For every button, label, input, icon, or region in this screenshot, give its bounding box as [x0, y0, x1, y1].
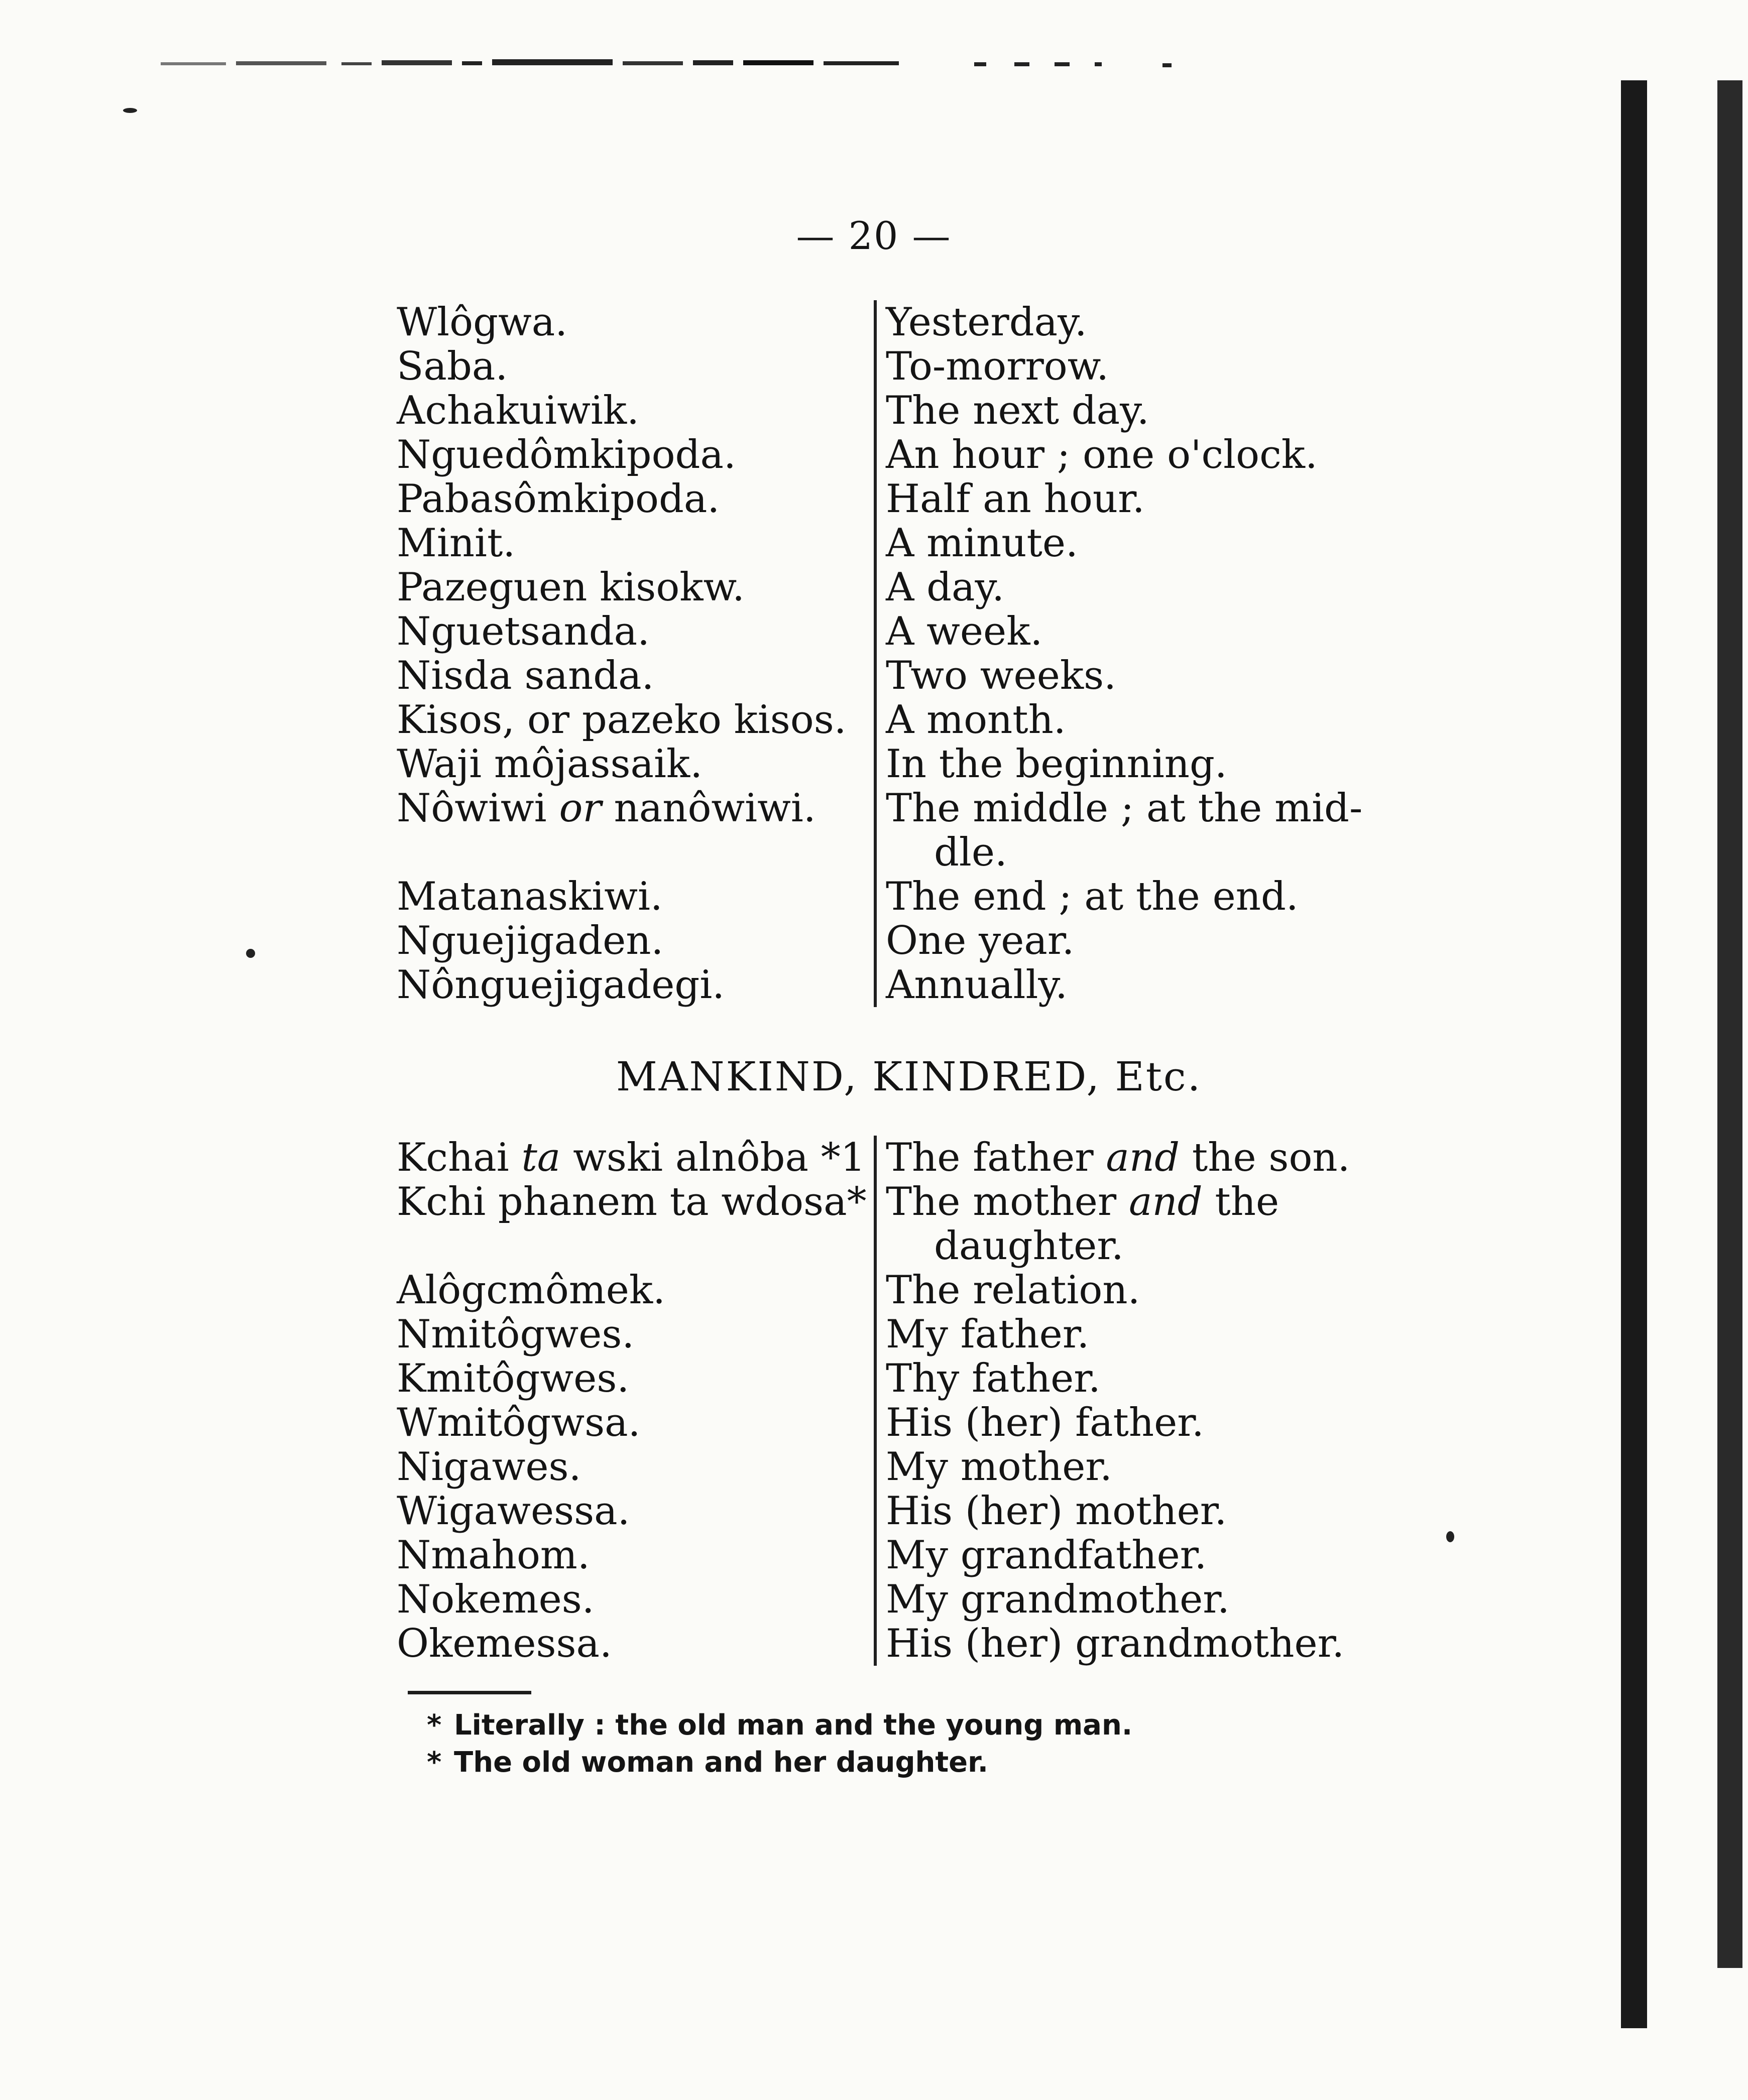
footnote [427, 1707, 1331, 1744]
vocab-term: Nônguejigadegi. [397, 962, 725, 1008]
vocab-row [397, 1312, 1371, 1356]
vocab-row [397, 521, 1371, 565]
vocab-term: Nmitôgwes. [397, 1312, 635, 1357]
column-divider [874, 875, 877, 919]
vocab-meaning: Two weeks. [886, 653, 1116, 698]
vocab-term: Nmahom. [397, 1533, 590, 1578]
vocab-row [397, 963, 1371, 1007]
vocab-meaning: In the beginning. [886, 742, 1227, 787]
column-divider [874, 1136, 877, 1180]
section-heading: MANKIND, KINDRED, Etc. [616, 1053, 1202, 1100]
vocab-row [397, 742, 1371, 786]
vocab-row [397, 433, 1371, 477]
vocab-term: Minit. [397, 521, 516, 566]
footnote-text: The old woman and her daughter. [454, 1746, 989, 1779]
vocab-term: Nokemes. [397, 1577, 595, 1622]
vocab-meaning: An hour ; one o'clock. [886, 432, 1318, 477]
vocab-row [397, 1136, 1371, 1180]
vocab-meaning: Thy father. [886, 1356, 1101, 1401]
vocab-meaning: His (her) father. [886, 1400, 1204, 1445]
vocab-term: Kchi phanem ta wdosa* [397, 1179, 867, 1224]
vocab-term: Matanaskiwi. [397, 874, 663, 919]
footnotes [427, 1707, 1331, 1781]
vocab-meaning [886, 1180, 1371, 1268]
vocab-term: Pabasômkipoda. [397, 476, 720, 522]
vocab-row [397, 919, 1371, 963]
vocab-row [397, 1489, 1371, 1533]
column-divider [874, 963, 877, 1007]
column-divider [874, 389, 877, 433]
vocab-row [397, 698, 1371, 742]
vocab-term-part: Nôwiwi [397, 786, 547, 831]
column-divider [874, 521, 877, 565]
vocab-meaning: To-morrow. [886, 344, 1109, 389]
column-divider [874, 344, 877, 389]
vocab-row [397, 300, 1371, 344]
vocab-meaning: The relation. [886, 1268, 1140, 1313]
vocab-meaning [886, 1136, 1371, 1180]
vocab-term-part: nanôwiwi. [614, 786, 816, 831]
vocab-meaning: Half an hour. [886, 476, 1145, 522]
vocab-meaning-continuation: daughter. [934, 1223, 1124, 1269]
vocab-term: Kmitôgwes. [397, 1356, 630, 1401]
scan-noise-strip [161, 56, 1175, 69]
column-divider [874, 609, 877, 654]
vocab-term: Nguetsanda. [397, 609, 650, 654]
column-divider [874, 742, 877, 786]
vocab-meaning-part: The mother [886, 1179, 1129, 1224]
vocab-term: Saba. [397, 344, 508, 389]
column-divider [874, 433, 877, 477]
vocab-term: Pazeguen kisokw. [397, 565, 745, 610]
vocab-row [397, 1533, 1371, 1577]
column-divider [874, 1577, 877, 1622]
vocab-row [397, 1577, 1371, 1622]
column-divider [874, 1445, 877, 1489]
vocab-meaning: Yesterday. [886, 300, 1087, 345]
vocab-term: Alôgcmômek. [397, 1268, 665, 1313]
vocab-term-part: Kchai [397, 1135, 522, 1180]
vocab-term-italic: ta [521, 1135, 561, 1180]
vocab-term: Okemessa. [397, 1621, 612, 1666]
column-divider [874, 1312, 877, 1356]
vocab-term-part: wski alnôba *1 [560, 1135, 866, 1180]
binding-shadow-left [1621, 80, 1647, 2028]
scan-speck [1446, 1531, 1454, 1542]
vocab-meaning: A month. [886, 697, 1066, 743]
vocab-meaning: A week. [886, 609, 1043, 654]
page-number: — 20 — [796, 213, 952, 258]
vocab-meaning: A minute. [886, 521, 1078, 566]
vocab-meaning-continuation: dle. [934, 830, 1007, 875]
vocab-meaning-part: the son. [1180, 1135, 1350, 1180]
column-divider [874, 786, 877, 875]
vocab-meaning: The next day. [886, 388, 1149, 433]
vocab-meaning: The end ; at the end. [886, 874, 1299, 919]
vocab-term: Nguedômkipoda. [397, 432, 736, 477]
time-vocabulary-table [397, 300, 1371, 1007]
vocab-row [397, 477, 1371, 521]
column-divider [874, 919, 877, 963]
column-divider [874, 300, 877, 344]
vocab-row [397, 609, 1371, 654]
vocab-row [397, 1445, 1371, 1489]
vocab-term: Nguejigaden. [397, 918, 664, 963]
scan-speck [123, 108, 137, 113]
vocab-row [397, 1401, 1371, 1445]
vocab-meaning: My father. [886, 1312, 1090, 1357]
vocab-row [397, 875, 1371, 919]
column-divider [874, 698, 877, 742]
vocab-meaning: My grandfather. [886, 1533, 1207, 1578]
column-divider [874, 1401, 877, 1445]
vocab-term [397, 786, 874, 830]
column-divider [874, 1622, 877, 1666]
vocab-term: Wigawessa. [397, 1489, 630, 1534]
vocab-term: Nisda sanda. [397, 653, 654, 698]
vocab-term: Waji môjassaik. [397, 742, 703, 787]
column-divider [874, 1489, 877, 1533]
binding-shadow-right [1717, 80, 1742, 1968]
vocab-row [397, 565, 1371, 609]
vocab-meaning: His (her) mother. [886, 1489, 1227, 1534]
vocab-row [397, 1180, 1371, 1268]
scan-speck [246, 949, 255, 958]
vocab-row [397, 786, 1371, 875]
vocab-row [397, 654, 1371, 698]
vocab-term: Wmitôgwsa. [397, 1400, 641, 1445]
vocab-meaning: His (her) grandmother. [886, 1621, 1345, 1666]
footnote-rule [408, 1691, 531, 1694]
vocab-term: Wlôgwa. [397, 300, 568, 345]
vocab-meaning: A day. [886, 565, 1005, 610]
vocab-meaning-italic: and [1106, 1135, 1180, 1180]
vocab-term: Nigawes. [397, 1444, 581, 1490]
vocab-meaning: One year. [886, 918, 1075, 963]
vocab-meaning-part: The middle ; at the mid- [886, 786, 1363, 831]
vocab-row [397, 344, 1371, 389]
column-divider [874, 654, 877, 698]
column-divider [874, 477, 877, 521]
vocab-row [397, 1622, 1371, 1666]
footnote-text: Literally : the old man and the young man. [454, 1709, 1133, 1742]
column-divider [874, 1356, 877, 1401]
vocab-row [397, 1268, 1371, 1312]
vocab-term-italic: or [559, 786, 602, 831]
column-divider [874, 565, 877, 609]
column-divider [874, 1180, 877, 1268]
vocab-term [397, 1136, 874, 1180]
footnote-mark: * [427, 1746, 442, 1779]
vocab-meaning-italic: and [1128, 1179, 1203, 1224]
vocab-meaning: Annually. [886, 962, 1068, 1008]
vocab-term: Kisos, or pazeko kisos. [397, 697, 847, 743]
vocab-meaning [886, 786, 1371, 875]
vocab-meaning: My grandmother. [886, 1577, 1230, 1622]
kindred-vocabulary-table [397, 1136, 1371, 1666]
footnote-mark: * [427, 1709, 442, 1742]
vocab-row [397, 389, 1371, 433]
vocab-meaning-part: the [1202, 1179, 1279, 1224]
vocab-meaning: My mother. [886, 1444, 1112, 1490]
vocab-meaning-part: The father [886, 1135, 1106, 1180]
vocab-row [397, 1356, 1371, 1401]
vocab-term: Achakuiwik. [397, 388, 639, 433]
column-divider [874, 1533, 877, 1577]
column-divider [874, 1268, 877, 1312]
footnote [427, 1744, 1331, 1781]
